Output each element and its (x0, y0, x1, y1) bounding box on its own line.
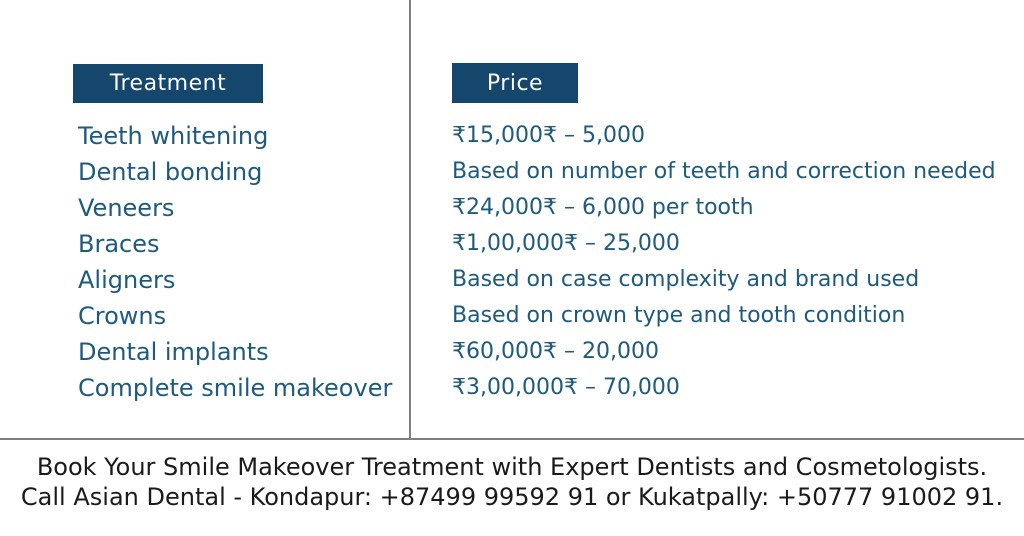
price-cell: ₹24,000₹ – 6,000 per tooth (452, 195, 754, 220)
treatment-cell: Aligners (78, 266, 176, 294)
treatment-column-header (73, 64, 263, 103)
price-cell: ₹60,000₹ – 20,000 (452, 339, 659, 364)
price-header-label: Price (486, 70, 544, 96)
column-divider (409, 0, 411, 438)
price-column (452, 118, 1012, 406)
price-cell: Based on number of teeth and correction needed (452, 159, 996, 184)
treatment-cell: Crowns (78, 302, 167, 330)
footer-divider (0, 438, 1024, 440)
treatment-cell: Dental implants (78, 338, 269, 366)
treatment-cell: Teeth whitening (78, 122, 269, 150)
treatment-column (78, 118, 408, 406)
price-cell: Based on crown type and tooth condition (452, 303, 906, 328)
treatment-cell: Dental bonding (78, 158, 263, 186)
price-cell: ₹1,00,000₹ – 25,000 (452, 231, 680, 256)
treatment-cell: Veneers (78, 194, 175, 222)
footer-line-2: Call Asian Dental - Kondapur: +87499 99592 91 or Kukatpally: +50777 91002 91. (20, 483, 1004, 511)
price-column-header (452, 63, 578, 103)
treatment-cell: Complete smile makeover (78, 374, 393, 402)
price-cell: Based on case complexity and brand used (452, 267, 920, 292)
footer-cta (0, 452, 1024, 512)
price-cell: ₹3,00,000₹ – 70,000 (452, 375, 680, 400)
treatment-cell: Braces (78, 230, 160, 258)
footer-line-1: Book Your Smile Makeover Treatment with Expert Dentists and Cosmetologists. (36, 453, 988, 481)
price-cell: ₹15,000₹ – 5,000 (452, 123, 645, 148)
treatment-header-label: Treatment (109, 71, 227, 96)
